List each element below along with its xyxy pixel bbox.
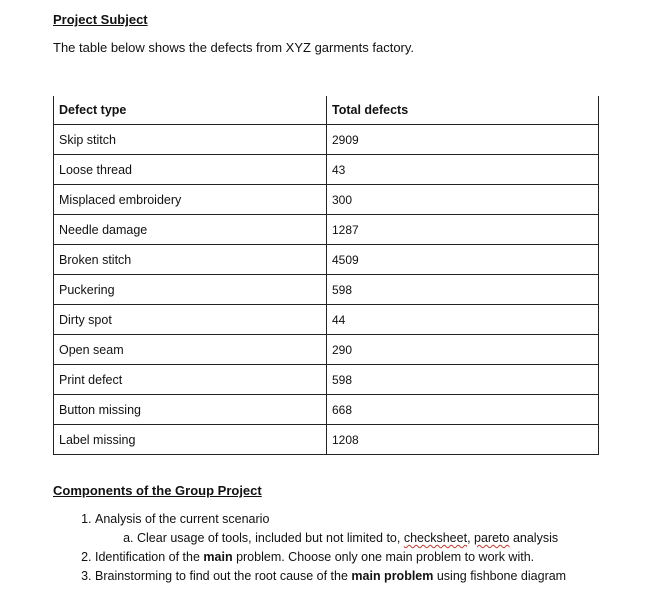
defect-type-cell: Misplaced embroidery [54, 185, 327, 215]
spell-flag-pareto: pareto [474, 531, 510, 545]
table-row [54, 245, 599, 275]
defect-type-cell: Skip stitch [54, 125, 327, 155]
defect-type-cell: Broken stitch [54, 245, 327, 275]
heading-project-subject: Project Subject [53, 12, 148, 27]
table-row [54, 395, 599, 425]
total-defects-cell: 2909 [327, 125, 599, 155]
list-item-text: Identification of the [95, 550, 204, 564]
list-item-tail: problem. Choose only one main problem to work with. [232, 550, 535, 564]
total-defects-cell: 43 [327, 155, 599, 185]
table-row [54, 365, 599, 395]
sub-item-text: Clear usage of tools, included but not limited to, [137, 531, 404, 545]
total-defects-cell: 300 [327, 185, 599, 215]
table-row [54, 125, 599, 155]
list-item-text: Analysis of the current scenario [95, 512, 270, 526]
total-defects-cell: 290 [327, 335, 599, 365]
total-defects-cell: 4509 [327, 245, 599, 275]
table-row [54, 275, 599, 305]
defect-type-cell: Needle damage [54, 215, 327, 245]
defect-type-cell: Button missing [54, 395, 327, 425]
table-row [54, 425, 599, 455]
header-defect-type: Defect type [54, 96, 327, 125]
bold-text: main [203, 550, 233, 564]
defect-type-cell: Loose thread [54, 155, 327, 185]
intro-text: The table below shows the defects from XYZ garments factory. [53, 40, 415, 55]
list-item [95, 510, 667, 548]
list-item [95, 567, 667, 586]
total-defects-cell: 44 [327, 305, 599, 335]
bold-text: main problem [351, 569, 434, 583]
list-item-tail: using fishbone diagram [433, 569, 567, 583]
header-total-defects: Total defects [327, 96, 599, 125]
table-row [54, 185, 599, 215]
list-item [137, 529, 667, 548]
list-item [95, 548, 667, 567]
table-header-row [54, 96, 599, 125]
separator: , [467, 531, 475, 545]
defect-type-cell: Print defect [54, 365, 327, 395]
components-list [53, 510, 667, 586]
defect-type-cell: Label missing [54, 425, 327, 455]
table-row [54, 335, 599, 365]
defect-type-cell: Dirty spot [54, 305, 327, 335]
table-row [54, 155, 599, 185]
table-row [54, 215, 599, 245]
defect-type-cell: Puckering [54, 275, 327, 305]
total-defects-cell: 1287 [327, 215, 599, 245]
sub-item-tail: analysis [509, 531, 559, 545]
list-item-text: Brainstorming to find out the root cause of the [95, 569, 352, 583]
defect-type-cell: Open seam [54, 335, 327, 365]
sub-list [95, 529, 667, 548]
total-defects-cell: 1208 [327, 425, 599, 455]
table-row [54, 305, 599, 335]
defects-table [53, 96, 599, 455]
heading-components: Components of the Group Project [53, 483, 262, 498]
total-defects-cell: 668 [327, 395, 599, 425]
spell-flag-checksheet: checksheet [403, 531, 468, 545]
total-defects-cell: 598 [327, 365, 599, 395]
total-defects-cell: 598 [327, 275, 599, 305]
